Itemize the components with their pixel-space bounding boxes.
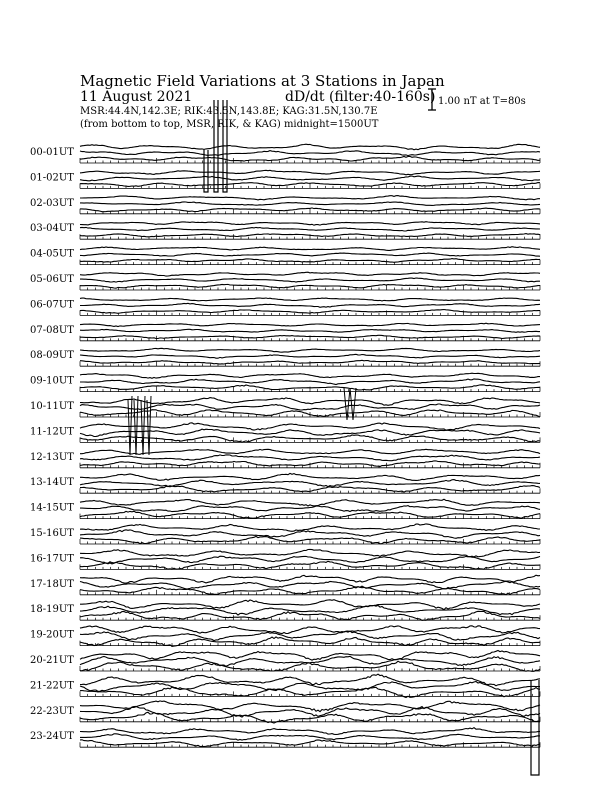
station-coordinates: MSR:44.4N,142.3E; RIK:43.5N,143.8E; KAG:31.5N,130.7E [80,106,378,117]
trace-rik [80,455,540,461]
hour-label: 13-14UT [30,477,74,489]
hour-label: 10-11UT [30,401,74,412]
chart-date: 11 August 2021 [80,89,193,105]
hour-row [30,348,540,366]
hour-label: 02-03UT [30,197,74,209]
burst-spike [147,396,151,455]
hour-label: 00-01UT [30,147,74,158]
hour-row [30,373,540,391]
hour-row [30,398,540,417]
hour-row [30,575,540,595]
chart-title: Magnetic Field Variations at 3 Stations in Japan [80,72,445,90]
hour-label: 21-22UT [30,680,74,692]
hour-label: 15-16UT [30,528,74,539]
trace-kag [80,575,540,583]
trace-kag [80,323,540,326]
trace-rik [80,227,540,231]
trace-kag [80,626,540,634]
trace-kag [80,473,540,480]
hour-label: 17-18UT [30,578,74,590]
trace-rik [80,530,540,539]
trace-rik [80,480,540,487]
hour-row [30,196,540,214]
trace-rik [80,202,540,206]
hour-label: 08-09UT [30,350,74,362]
burst-spike [141,396,145,455]
trace-rik [80,303,540,307]
hour-label: 16-17UT [30,553,74,565]
trace-rik [80,506,540,512]
trace-kag [80,196,540,200]
trace-rik [80,329,540,332]
trace-kag [80,499,540,506]
hour-label: 06-07UT [30,299,74,311]
trace-kag [80,423,540,430]
hour-label: 07-08UT [30,324,74,336]
hour-row [30,728,540,748]
trace-rik [80,176,540,181]
trace-kag [80,222,540,226]
trace-kag [80,247,540,251]
burst-spike [134,396,138,455]
trace-kag [80,272,540,276]
hour-row [30,170,540,188]
hour-row [30,524,540,544]
hour-label: 23-24UT [30,731,74,743]
hour-row [30,323,540,341]
hour-row [30,247,540,265]
hour-row [30,651,540,672]
trace-kag [80,348,540,352]
excursion-spike [204,150,208,192]
hour-label: 14-15UT [30,502,74,514]
scale-bar [428,89,526,110]
trace-rik [80,556,540,564]
hour-label: 04-05UT [30,248,74,260]
hour-label: 20-21UT [30,655,74,666]
hour-label: 03-04UT [30,223,74,235]
trace-rik [80,734,540,740]
hour-row [30,473,540,493]
trace-kag [80,524,540,531]
trace-rik [80,278,540,282]
trace-rik [80,354,540,358]
hour-row [30,272,540,290]
hour-label: 22-23UT [30,705,74,717]
hour-row [30,600,540,621]
hour-label: 09-10UT [30,375,74,387]
trace-kag [80,728,540,735]
hour-rows [30,144,540,747]
large-excursions [128,100,539,775]
trace-kag [80,373,540,378]
hour-row [30,549,540,569]
burst-spike [344,388,350,420]
trace-kag [80,701,540,712]
chart-quantity: dD/dt (filter:40-160s) [285,89,436,105]
scale-bar-label: 1.00 nT at T=80s [438,96,526,107]
trace-kag [80,170,540,175]
trace-kag [80,298,540,301]
hour-row [30,222,540,240]
hour-label: 05-06UT [30,274,74,285]
station-order-note: (from bottom to top, MSR, RIK, & KAG) midnight=1500UT [80,119,379,130]
burst-spike [350,388,356,420]
trace-kag [80,549,540,557]
trace-rik [80,429,540,436]
trace-rik [80,151,540,156]
hour-row [30,626,540,647]
hour-row [30,701,540,723]
burst-spike [128,396,132,455]
hour-row [30,499,540,518]
hour-label: 19-20UT [30,629,74,641]
hour-label: 01-02UT [30,172,74,184]
hour-label: 11-12UT [30,426,74,438]
trace-rik [80,404,540,410]
trace-rik [80,631,540,641]
hour-label: 12-13UT [30,451,74,463]
hour-row [30,298,540,315]
trace-kag [80,398,540,406]
trace-rik [80,581,540,589]
hour-row [30,423,540,443]
trace-kag [80,144,540,150]
hour-row [30,674,540,697]
hour-row [30,144,540,163]
trace-rik [80,253,540,256]
trace-kag [80,651,540,661]
trace-rik [80,379,540,385]
hour-label: 18-19UT [30,604,74,616]
hour-row [30,449,540,468]
